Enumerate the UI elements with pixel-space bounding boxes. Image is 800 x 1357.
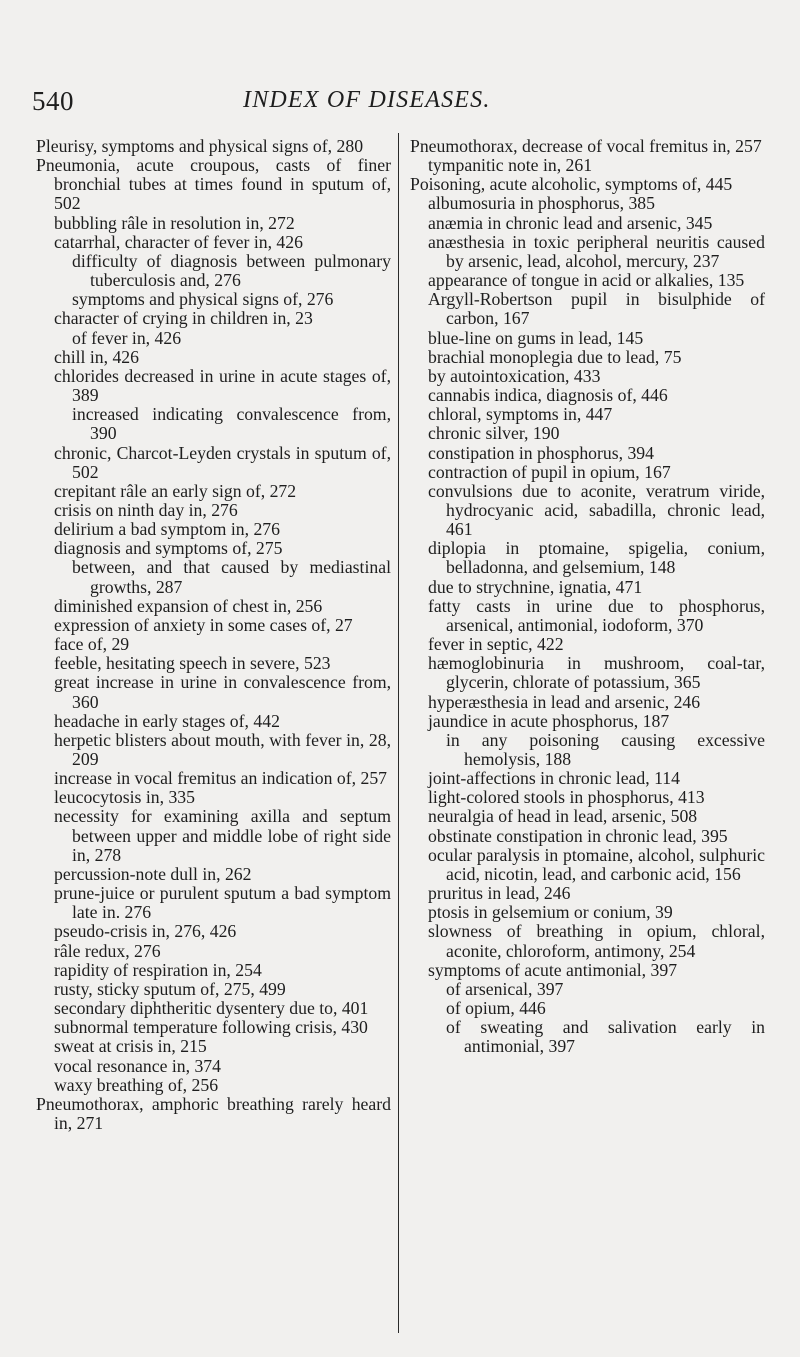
index-entry: chlorides decreased in urine in acute stages of, 389 xyxy=(54,365,391,406)
index-entry: albumosuria in phosphorus, 385 xyxy=(428,193,655,214)
index-entry: brachial monoplegia due to lead, 75 xyxy=(428,346,682,367)
index-entry: in any poisoning causing excessive hemolysis, 188 xyxy=(446,729,765,769)
index-entry: chronic silver, 190 xyxy=(428,423,560,444)
index-entry: diagnosis and symptoms of, 275 xyxy=(54,538,283,559)
index-entry: joint-affections in chronic lead, 114 xyxy=(428,768,680,789)
index-entry: great increase in urine in convalescence from, 360 xyxy=(54,672,391,712)
index-entry: hæmoglobinuria in mushroom, coal-tar, glycerin, chlorate of potassium, 365 xyxy=(428,653,765,693)
index-entry: rapidity of respiration in, 254 xyxy=(54,959,262,980)
index-entry: delirium a bad symptom in, 276 xyxy=(54,519,280,540)
column-divider xyxy=(398,133,399,1333)
index-entry: pruritus in lead, 246 xyxy=(428,883,571,904)
index-entry: fatty casts in urine due to phosphorus, arsenical, antimonial, iodoform, 370 xyxy=(428,595,765,635)
index-entry: ocular paralysis in ptomaine, alcohol, sulphuric acid, nicotin, lead, and carbonic acid, 156 xyxy=(428,844,765,884)
right-column xyxy=(410,137,765,1057)
index-entry: symptoms and physical signs of, 276 xyxy=(72,289,334,310)
index-entry: diminished expansion of chest in, 256 xyxy=(54,595,323,616)
index-entry: catarrhal, character of fever in, 426 xyxy=(54,231,303,252)
index-entry: rusty, sticky sputum of, 275, 499 xyxy=(54,978,286,999)
index-entry: expression of anxiety in some cases of, 27 xyxy=(54,614,353,635)
index-entry: character of crying in children in, 23 xyxy=(54,308,313,329)
index-entry: headache in early stages of, 442 xyxy=(54,710,280,731)
index-entry: Poisoning, acute alcoholic, symptoms of, 445 xyxy=(410,174,733,195)
index-entry: slowness of breathing in opium, chloral, aconite, chloroform, antimony, 254 xyxy=(428,921,765,961)
index-entry: prune-juice or purulent sputum a bad symptom late in. 276 xyxy=(54,883,391,923)
index-entry: râle redux, 276 xyxy=(54,940,161,961)
index-entry: difficulty of diagnosis between pulmonary tuberculosis and, 276 xyxy=(72,250,391,291)
page-header xyxy=(0,86,800,122)
index-entry: vocal resonance in, 374 xyxy=(54,1055,221,1076)
index-entry: leucocytosis in, 335 xyxy=(54,787,195,808)
index-entry: increase in vocal fremitus an indication of, 257 xyxy=(54,768,388,789)
index-entry: increased indicating convalescence from, 390 xyxy=(72,404,391,444)
index-entry: bubbling râle in resolution in, 272 xyxy=(54,212,295,233)
index-entry: percussion-note dull in, 262 xyxy=(54,863,252,884)
index-entry: of arsenical, 397 xyxy=(446,978,564,999)
index-entry: of fever in, 426 xyxy=(72,327,182,348)
running-title: INDEX OF DISEASES. xyxy=(243,87,491,113)
index-entry: Pleurisy, symptoms and physical signs of, 280 xyxy=(36,136,364,156)
index-entry: convulsions due to aconite, veratrum viride, hydrocyanic acid, sabadilla, chronic lead, 461 xyxy=(428,480,765,540)
index-entry: of sweating and salivation early in antimonial, 397 xyxy=(446,1017,765,1057)
index-entry: Pneumonia, acute croupous, casts of finer bronchial tubes at times found in sputum of, 502 xyxy=(36,155,391,214)
index-entry: Pneumothorax, decrease of vocal fremitus in, 257 xyxy=(410,136,762,156)
index-entry: symptoms of acute antimonial, 397 xyxy=(428,959,678,980)
index-entry: feeble, hesitating speech in severe, 523 xyxy=(54,653,331,674)
index-entry: neuralgia of head in lead, arsenic, 508 xyxy=(428,806,698,827)
index-entry: chloral, symptoms in, 447 xyxy=(428,404,613,425)
index-entry: contraction of pupil in opium, 167 xyxy=(428,461,671,482)
index-entry: fever in septic, 422 xyxy=(428,634,564,655)
index-entry: tympanitic note in, 261 xyxy=(428,155,593,176)
index-entry: of opium, 446 xyxy=(446,998,546,1019)
index-entry: cannabis indica, diagnosis of, 446 xyxy=(428,385,668,406)
index-entry: Argyll-Robertson pupil in bisulphide of carbon, 167 xyxy=(428,289,765,329)
index-entry: anæmia in chronic lead and arsenic, 345 xyxy=(428,212,713,233)
index-entry: anæsthesia in toxic peripheral neuritis caused by arsenic, lead, alcohol, mercury, 237 xyxy=(428,231,765,271)
index-columns xyxy=(36,137,766,1317)
index-entry: constipation in phosphorus, 394 xyxy=(428,442,654,463)
index-entry: waxy breathing of, 256 xyxy=(54,1074,219,1095)
index-entry: light-colored stools in phosphorus, 413 xyxy=(428,787,705,808)
index-entry: pseudo-crisis in, 276, 426 xyxy=(54,921,237,942)
index-entry: herpetic blisters about mouth, with fever in, 28, 209 xyxy=(54,729,391,769)
index-entry: necessity for examining axilla and septum between upper and middle lobe of right side in, 278 xyxy=(54,806,391,865)
index-entry: subnormal temperature following crisis, 430 xyxy=(54,1017,368,1038)
index-entry: hyperæsthesia in lead and arsenic, 246 xyxy=(428,691,701,712)
left-column xyxy=(36,137,391,1133)
page-number: 540 xyxy=(32,86,74,116)
index-entry: between, and that caused by mediastinal growths, 287 xyxy=(72,557,391,597)
index-entry: face of, 29 xyxy=(54,634,130,655)
index-entry: by autointoxication, 433 xyxy=(428,365,601,386)
index-entry: Pneumothorax, amphoric breathing rarely heard in, 271 xyxy=(36,1093,391,1133)
index-entry: ptosis in gelsemium or conium, 39 xyxy=(428,902,673,923)
index-entry: appearance of tongue in acid or alkalies, 135 xyxy=(428,270,745,291)
index-entry: crepitant râle an early sign of, 272 xyxy=(54,480,297,501)
index-entry: crisis on ninth day in, 276 xyxy=(54,499,238,520)
index-entry: chill in, 426 xyxy=(54,346,139,367)
index-entry: jaundice in acute phosphorus, 187 xyxy=(428,710,670,731)
index-entry: sweat at crisis in, 215 xyxy=(54,1036,207,1057)
index-entry: due to strychnine, ignatia, 471 xyxy=(428,576,643,597)
index-entry: obstinate constipation in chronic lead, 395 xyxy=(428,825,728,846)
index-entry: secondary diphtheritic dysentery due to, 401 xyxy=(54,998,369,1019)
index-entry: chronic, Charcot-Leyden crystals in sputum of, 502 xyxy=(54,442,391,482)
index-entry: diplopia in ptomaine, spigelia, conium, belladonna, and gelsemium, 148 xyxy=(428,538,765,578)
index-entry: blue-line on gums in lead, 145 xyxy=(428,327,644,348)
